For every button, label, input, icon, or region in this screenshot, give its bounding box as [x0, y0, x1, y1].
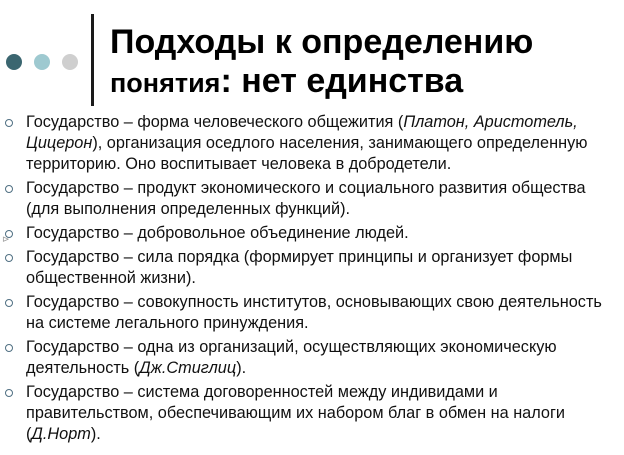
- bullet-icon: [5, 389, 13, 397]
- item-text: ).: [90, 425, 101, 443]
- bullet-icon: [5, 119, 13, 127]
- author-name: Д.Норт: [31, 425, 91, 443]
- list-item: [0, 178, 615, 220]
- slide-title: [110, 22, 615, 102]
- list-item: [0, 382, 615, 445]
- title-line-2-rest: : нет единства: [220, 62, 464, 100]
- title-divider: [91, 14, 94, 106]
- item-text: Государство – добровольное объединение людей.: [26, 224, 409, 242]
- dot-dark: [6, 54, 22, 70]
- cursor-mark: ⊳: [2, 234, 10, 244]
- bullet-icon: [5, 344, 13, 352]
- title-line-1: Подходы к определению: [110, 23, 534, 61]
- title-line-2: [110, 62, 615, 102]
- definitions-list: [0, 112, 615, 448]
- item-text: ).: [236, 359, 247, 377]
- list-item: [0, 223, 615, 244]
- bullet-icon: [5, 185, 13, 193]
- bullet-icon: [5, 299, 13, 307]
- item-text: Государство – совокупность институтов, основывающих свою деятельность на системе легального принуждения.: [26, 293, 602, 332]
- bullet-icon: [5, 254, 13, 262]
- item-text: Государство – сила порядка (формирует принципы и организует формы общественной жизни).: [26, 248, 573, 287]
- bullet-icon: [5, 230, 13, 238]
- list-item: [0, 337, 615, 379]
- list-item: [0, 247, 615, 289]
- item-text: Государство – продукт экономического и социального развития общества (для выполнения определенных функций).: [26, 179, 586, 218]
- author-name: Дж.Стиглиц: [139, 359, 237, 377]
- item-text: Государство – система договоренностей между индивидами и правительством, обеспечивающим их набором благ в обмен на налоги (: [26, 383, 566, 443]
- author-name: Платон, Аристотель, Цицерон: [26, 113, 578, 152]
- dot-light: [34, 54, 50, 70]
- title-line-2-small: понятия: [110, 68, 221, 98]
- item-text: ), организация оседлого населения, занимающего определенную территорию. Оно воспитывает человека в добродетели.: [26, 134, 588, 173]
- list-item: [0, 292, 615, 334]
- list-item: [0, 112, 615, 175]
- dot-grey: [62, 54, 78, 70]
- item-text: Государство – форма человеческого общежития (: [26, 113, 404, 131]
- item-text: Государство – одна из организаций, осуществляющих экономическую деятельность (: [26, 338, 557, 377]
